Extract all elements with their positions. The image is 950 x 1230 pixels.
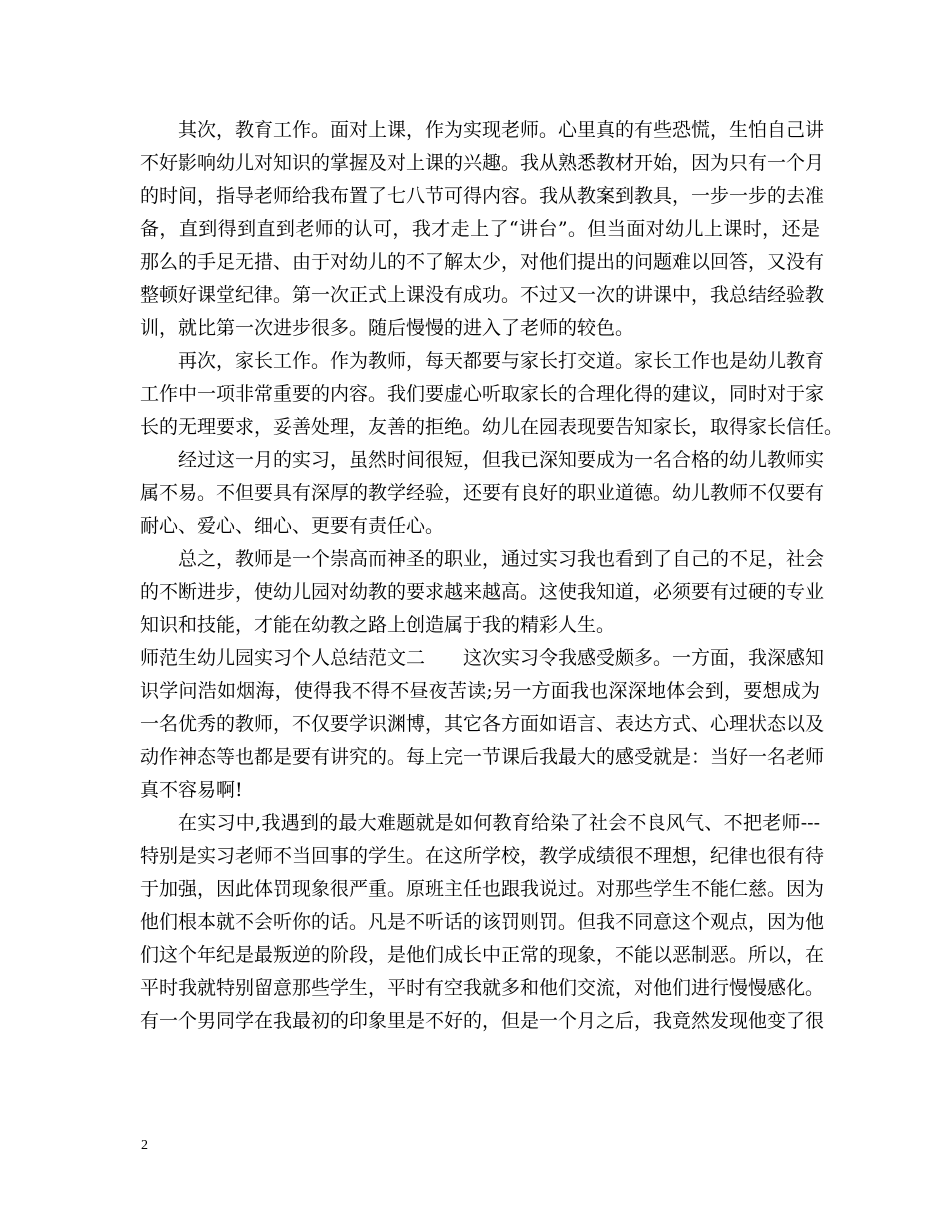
paragraph-line: 有一个男同学在我最初的印象里是不好的，但是一个月之后，我竟然发现他变了很 — [140, 1010, 825, 1032]
paragraph-line: 的时间，指导老师给我布置了七八节可得内容。我从教案到教具，一步一步的去准 — [140, 185, 825, 207]
paragraph-line: 在实习中,我遇到的最大难题就是如何教育给染了社会不良风气、不把老师--- — [178, 812, 820, 834]
paragraph-line: 真不容易啊! — [140, 779, 243, 801]
paragraph-line: 耐心、爱心、细心、更要有责任心。 — [140, 515, 445, 537]
paragraph-line: 们这个年纪是最叛逆的阶段，是他们成长中正常的现象，不能以恶制恶。所以，在 — [140, 944, 825, 966]
paragraph-line: 的不断进步，使幼儿园对幼教的要求越来越高。这使我知道，必须要有过硬的专业 — [140, 581, 825, 603]
paragraph-line: 其次，教育工作。面对上课，作为实现老师。心里真的有些恐慌，生怕自己讲 — [178, 119, 825, 141]
paragraph-line: 长的无理要求，妥善处理，友善的拒绝。幼儿在园表现要告知家长，取得家长信任。 — [140, 416, 844, 438]
paragraph-line: 经过这一月的实习，虽然时间很短，但我已深知要成为一名合格的幼儿教师实 — [178, 449, 825, 471]
paragraph-line: 总之，教师是一个崇高而神圣的职业，通过实习我也看到了自己的不足，社会 — [178, 548, 825, 570]
paragraph-line: 识学问浩如烟海，使得我不得不昼夜苦读;另一方面我也深深地体会到，要想成为 — [140, 680, 820, 702]
paragraph-line: 整顿好课堂纪律。第一次正式上课没有成功。不过又一次的讲课中，我总结经验教 — [140, 284, 825, 306]
page-number: 2 — [141, 1138, 148, 1153]
paragraph-line: 特别是实习老师不当回事的学生。在这所学校，教学成绩很不理想，纪律也很有待 — [140, 845, 825, 867]
paragraph-line: 不好影响幼儿对知识的掌握及对上课的兴趣。我从熟悉教材开始，因为只有一个月 — [140, 152, 825, 174]
paragraph-line: 属不易。不但要具有深厚的教学经验，还要有良好的职业道德。幼儿教师不仅要有 — [140, 482, 825, 504]
paragraph-line: 再次，家长工作。作为教师，每天都要与家长打交道。家长工作也是幼儿教育 — [178, 350, 825, 372]
paragraph-line: 动作神态等也都是要有讲究的。每上完一节课后我最大的感受就是：当好一名老师 — [140, 746, 825, 768]
paragraph-line: 平时我就特别留意那些学生，平时有空我就多和他们交流，对他们进行慢慢感化。 — [140, 977, 825, 999]
paragraph-line: 训，就比第一次进步很多。随后慢慢的进入了老师的较色。 — [140, 317, 635, 339]
paragraph-line: 工作中一项非常重要的内容。我们要虚心听取家长的合理化得的建议，同时对于家 — [140, 383, 825, 405]
paragraph-line: 他们根本就不会听你的话。凡是不听话的该罚则罚。但我不同意这个观点，因为他 — [140, 911, 825, 933]
paragraph-line: 备，直到得到直到老师的认可，我才走上了“讲台”。但当面对幼儿上课时，还是 — [140, 218, 820, 240]
paragraph-line: 一名优秀的教师，不仅要学识渊博，其它各方面如语言、表达方式、心理状态以及 — [140, 713, 825, 735]
paragraph-line: 知识和技能，才能在幼教之路上创造属于我的精彩人生。 — [140, 614, 616, 636]
section-heading-line: 师范生幼儿园实习个人总结范文二 这次实习令我感受颇多。一方面，我深感知 — [140, 647, 825, 669]
paragraph-line: 那么的手足无措、由于对幼儿的不了解太少，对他们提出的问题难以回答，又没有 — [140, 251, 825, 273]
paragraph-line: 于加强，因此体罚现象很严重。原班主任也跟我说过。对那些学生不能仁慈。因为 — [140, 878, 825, 900]
